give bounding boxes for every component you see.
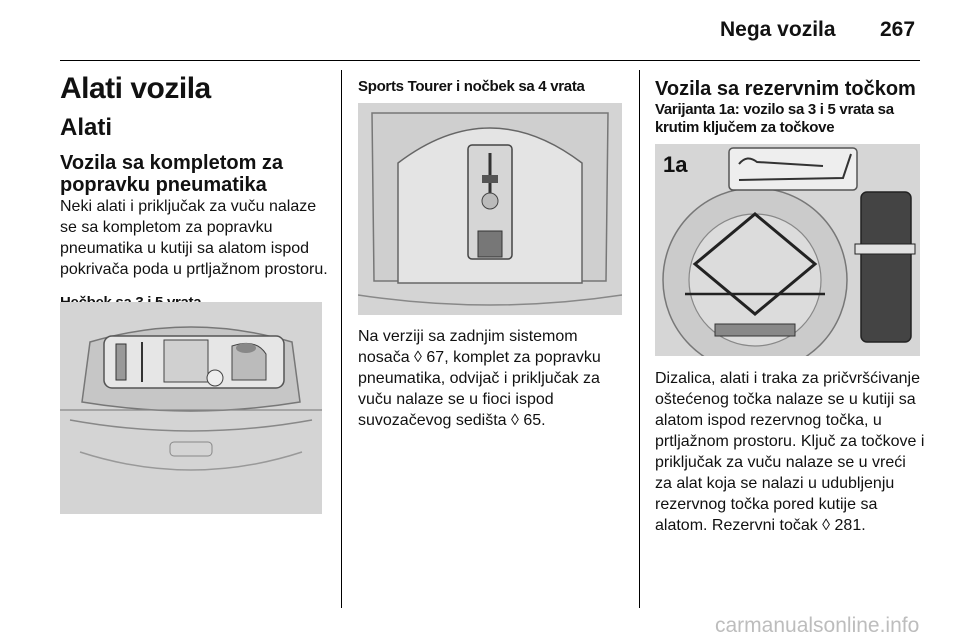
column-divider-2 [639, 70, 640, 608]
section-title: Alati vozila [60, 72, 211, 105]
body-text: Neki alati i priključak za vuču nalaze se sa kompletom za popravku pneumatika u kutiji sa alatom ispod pokrivača poda u prtljažnom prostoru. [60, 198, 328, 278]
figure-caption: Sports Tourer i nočbek sa 4 vrata [358, 78, 585, 95]
column-divider-1 [341, 70, 342, 608]
variant-heading: Varijanta 1a: vozilo sa 3 i 5 vrata sa krutim ključem za točkove [655, 101, 894, 136]
subsection-title: Alati [60, 114, 113, 141]
sports-tourer-toolbox-illustration [358, 103, 622, 315]
body-text: Dizalica, alati i traka za pričvršćivanje oštećenog točka nalaze se u kutiji sa alatom ispod rezervnog točka, u prtljažnom prostoru. Ključ za točkove i priključak za vuču nalaze se u vreći za alat koja se nalazi u udubljenju rezervnog točka pored kutije sa alatom. Rezervni točak ◊ 281. [655, 370, 925, 534]
running-header-title: Nega vozila [720, 18, 836, 41]
topic-heading: Vozila sa rezervnim točkom [655, 78, 916, 100]
topic-heading: Vozila sa kompletom za popravku pneumatika [60, 152, 284, 196]
header-rule [60, 60, 920, 61]
column-2 [358, 78, 628, 96]
figure-label: 1a [663, 152, 688, 177]
spare-wheel-toolbox-illustration [655, 144, 920, 356]
column-3 [655, 78, 925, 137]
watermark: carmanualsonline.info [715, 614, 920, 637]
page-number: 267 [880, 18, 916, 41]
column-1 [60, 72, 332, 312]
column-2-text [358, 326, 633, 431]
hatchback-toolbox-illustration [60, 302, 322, 514]
body-text: Na verziji sa zadnjim sistemom nosača ◊ 67, komplet za popravku pneumatika, odvijač i priključak za vuču nalaze se u fioci ispod suvozačevog sedišta ◊ 65. [358, 328, 601, 429]
column-3-text [655, 368, 925, 536]
